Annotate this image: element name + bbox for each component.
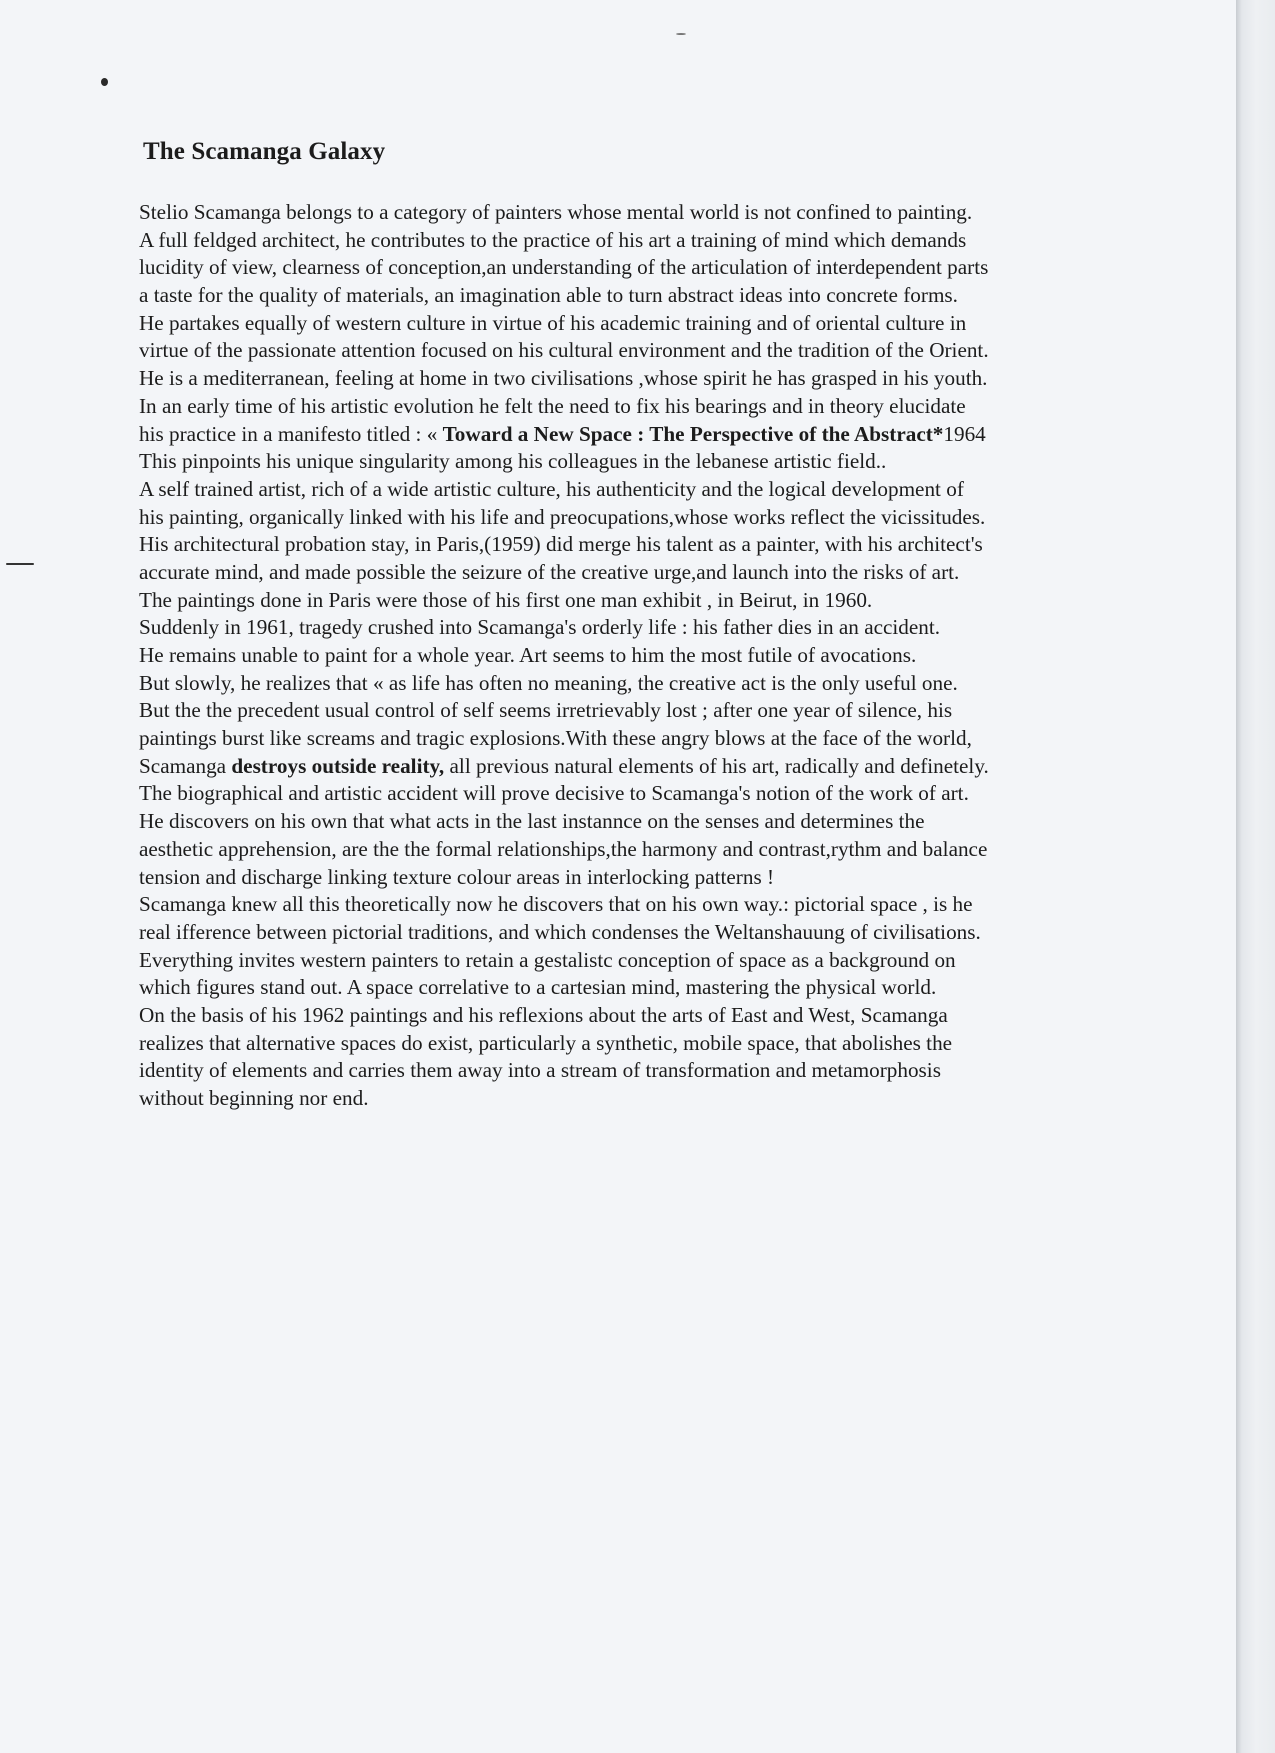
manifesto-title: Toward a New Space : The Perspective of the Abstract* <box>442 421 944 446</box>
body-line: real ifference between pictorial traditions, and which condenses the Weltanshauung of civilisations. <box>139 919 981 944</box>
body-line: accurate mind, and made possible the seizure of the creative urge,and launch into the risks of art. <box>139 559 960 584</box>
body-line: But the the precedent usual control of self seems irretrievably lost ; after one year of silence, his <box>139 698 953 723</box>
body-line: his painting, organically linked with his life and preocupations,whose works reflect the vicissitudes. <box>139 504 986 529</box>
body-line: But slowly, he realizes that « as life has often no meaning, the creative act is the only useful one. <box>139 670 958 695</box>
body-line-emphasis <box>139 753 1139 781</box>
body-line: without beginning nor end. <box>139 1086 369 1110</box>
body-line: lucidity of view, clearness of conception,an understanding of the articulation of interdependent parts <box>139 255 989 280</box>
body-line: His architectural probation stay, in Paris,(1959) did merge his talent as a painter, with his architect's <box>139 532 983 557</box>
body-line: which figures stand out. A space correlative to a cartesian mind, mastering the physical world. <box>139 975 937 1000</box>
scan-speck <box>676 33 686 35</box>
body-line: tension and discharge linking texture colour areas in interlocking patterns ! <box>139 864 775 889</box>
emphasis-trailing-text: all previous natural elements of his art, radically and definetely. <box>444 753 989 778</box>
document-body <box>139 199 1139 1113</box>
body-line: paintings burst like screams and tragic explosions.With these angry blows at the face of the world, <box>139 726 972 751</box>
body-line: virtue of the passionate attention focused on his cultural environment and the tradition of the Orient. <box>139 338 989 363</box>
body-line: This pinpoints his unique singularity among his colleagues in the lebanese artistic field.. <box>139 449 887 474</box>
scan-speck <box>6 563 34 565</box>
body-line: identity of elements and carries them away into a stream of transformation and metamorphosis <box>139 1058 941 1083</box>
body-line: aesthetic apprehension, are the the formal relationships,the harmony and contrast,rythm and balance <box>139 836 988 861</box>
body-line: In an early time of his artistic evolution he felt the need to fix his bearings and in theory elucidate <box>139 393 966 418</box>
manifesto-intro-text: his practice in a manifesto titled : « <box>139 421 443 446</box>
scanner-edge <box>1236 0 1275 1753</box>
body-line: Everything invites western painters to retain a gestalistc conception of space as a background on <box>139 947 956 972</box>
body-line: The biographical and artistic accident will prove decisive to Scamanga's notion of the work of art. <box>139 781 969 806</box>
body-line: a taste for the quality of materials, an imagination able to turn abstract ideas into concrete forms. <box>139 283 958 308</box>
emphasis-intro-text: Scamanga <box>139 753 232 778</box>
body-line: Stelio Scamanga belongs to a category of painters whose mental world is not confined to painting. <box>139 200 973 224</box>
body-line-manifesto <box>139 421 1139 449</box>
body-line: The paintings done in Paris were those of his first one man exhibit , in Beirut, in 1960. <box>139 587 873 612</box>
body-line: He remains unable to paint for a whole year. Art seems to him the most futile of avocations. <box>139 643 917 667</box>
body-line: On the basis of his 1962 paintings and his reflexions about the arts of East and West, Scamanga <box>139 1002 948 1027</box>
body-line: He discovers on his own that what acts in the last instannce on the senses and determines the <box>139 809 925 834</box>
body-line: realizes that alternative spaces do exist, particularly a synthetic, mobile space, that abolishes the <box>139 1030 953 1055</box>
body-line: Scamanga knew all this theoretically now he discovers that on his own way.: pictorial space , is he <box>139 892 973 917</box>
emphasis-bold-text: destroys outside reality, <box>231 753 445 778</box>
manifesto-year: 1964 <box>943 421 986 446</box>
body-line: Suddenly in 1961, tragedy crushed into Scamanga's orderly life : his father dies in an accident. <box>139 615 941 640</box>
body-line: He partakes equally of western culture in virtue of his academic training and of oriental culture in <box>139 310 967 335</box>
document-title: The Scamanga Galaxy <box>143 138 386 165</box>
scan-speck <box>101 78 108 86</box>
body-line: He is a mediterranean, feeling at home in two civilisations ,whose spirit he has grasped in his youth. <box>139 366 988 391</box>
body-line: A full feldged architect, he contributes to the practice of his art a training of mind which demands <box>139 227 967 252</box>
body-line: A self trained artist, rich of a wide artistic culture, his authenticity and the logical development of <box>139 476 964 501</box>
